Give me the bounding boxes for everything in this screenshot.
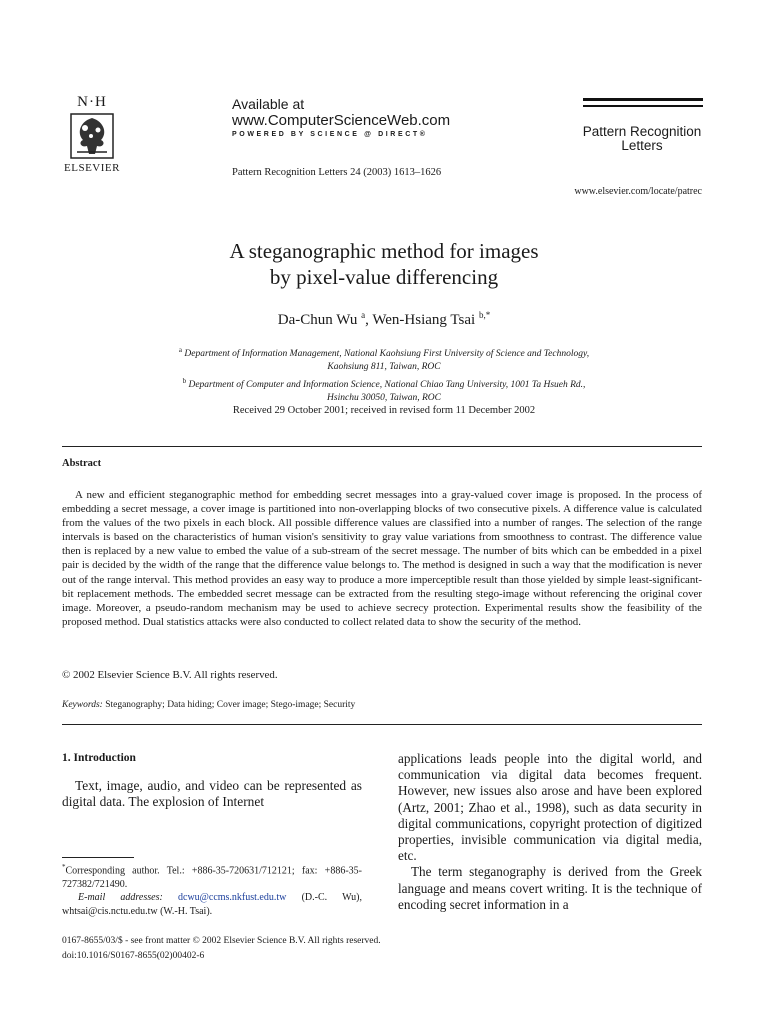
journal-name xyxy=(572,125,712,153)
paper-title xyxy=(0,238,768,290)
title-line2: by pixel-value differencing xyxy=(269,265,499,289)
author-list xyxy=(0,310,768,329)
divider xyxy=(62,724,702,725)
journal-citation: Pattern Recognition Letters 24 (2003) 1613–1626 xyxy=(232,167,442,178)
left-column xyxy=(62,752,362,810)
available-label: Available at xyxy=(232,96,305,112)
keywords-list: Steganography; Data hiding; Cover image; Stego-image; Security xyxy=(102,700,356,710)
author-separator: , xyxy=(365,312,373,328)
footnote-rule xyxy=(62,857,134,858)
email-label: E-mail addresses: xyxy=(78,892,163,904)
footnote-mark: * xyxy=(62,863,66,871)
intro-paragraph: The term steganography is derived from the Greek language and means covert writing. It is the technique of encoding secret information in a xyxy=(398,864,702,912)
journal-rule xyxy=(583,98,703,101)
email-link[interactable]: dcwu@ccms.nkfust.edu.tw xyxy=(178,892,287,904)
journal-rule xyxy=(583,105,703,107)
author-name: Wen-Hsiang Tsai xyxy=(372,312,476,328)
availability-banner xyxy=(232,96,450,138)
affiliation-mark: a xyxy=(178,346,183,354)
affiliation-b xyxy=(100,375,668,392)
elsevier-tree-icon xyxy=(69,112,115,160)
right-column xyxy=(398,751,702,913)
affiliation-text: Department of Information Management, National Kaohsiung First University of Science and Technology, xyxy=(184,349,590,360)
email-suffix: (D.-C. Wu), whtsai@cis.nctu.edu.tw (W.-H. Tsai). xyxy=(62,892,362,917)
publication-info xyxy=(62,934,381,963)
intro-paragraph: applications leads people into the digital world, and communication via digital data becomes frequent. However, new issues also arose and have been explored (Artz, 2001; Zhao et al., 1998), such as data security in digital communications, copyright protection of digitized properties, invisible communication via digital media, etc. xyxy=(398,751,702,864)
keywords-label: Keywords: xyxy=(62,700,103,710)
available-website[interactable]: www.ComputerScienceWeb.com xyxy=(232,112,451,129)
divider xyxy=(62,446,702,447)
keywords xyxy=(62,700,355,710)
journal-name-line1: Pattern Recognition xyxy=(582,124,702,139)
affiliations xyxy=(100,344,668,405)
corresponding-author-note xyxy=(62,861,362,891)
author-affiliation-mark: b,* xyxy=(478,310,491,320)
abstract-body: A new and efficient steganographic method for embedding secret messages into a gray-valued cover image is proposed. In the process of embedding a secret message, a cover image is partitioned into non-overlapping blocks of two consecutive pixels. A difference value is calculated from the values of the two pixels in each block. All possible difference values are classified into a number of ranges. The selection of the range intervals is based on the characteristics of human vision's sensitivity to gray value variations from smoothness to contrast. The difference value then is replaced by a new value to embed the value of a sub-stream of the secret message. The number of bits which can be embedded in a pixel pair is decided by the width of the range that the difference value belongs to. The method is designed in such a way that the modification is never out of the range interval. This method provides an easy way to produce a more imperceptible result than those yielded by simple least-significant-bit replacement methods. The embedded secret message can be extracted from the resulting stego-image without referencing the original cover image. Moreover, a pseudo-random mechanism may be used to achieve secrecy protection. Experimental results show the feasibility of the proposed method. Dual statistics attacks were also conducted to collect related data to show the security of the method. xyxy=(62,489,702,628)
email-note xyxy=(62,891,362,918)
footnotes xyxy=(62,861,362,918)
received-dates: Received 29 October 2001; received in revised form 11 December 2002 xyxy=(232,405,536,416)
author-name: Da-Chun Wu xyxy=(277,312,358,328)
publisher-name: ELSEVIER xyxy=(64,162,120,174)
title-line1: A steganographic method for images xyxy=(229,239,539,263)
issn-line: 0167-8655/03/$ - see front matter © 2002 Elsevier Science B.V. All rights reserved. xyxy=(62,936,381,946)
affiliation-a xyxy=(100,344,668,361)
journal-url[interactable]: www.elsevier.com/locate/patrec xyxy=(574,186,702,197)
affiliation-b-city: Hsinchu 30050, Taiwan, ROC xyxy=(327,392,441,403)
author-affiliation-mark: a xyxy=(361,310,366,320)
intro-paragraph: Text, image, audio, and video can be represented as digital data. The explosion of Internet xyxy=(62,778,362,810)
doi-line: doi:10.1016/S0167-8655(02)00402-6 xyxy=(62,950,205,961)
powered-by-line: POWERED BY SCIENCE @ DIRECT® xyxy=(232,131,428,138)
affiliation-text: Department of Computer and Information Science, National Chiao Tang University, 1001 Ta Hsueh Rd., xyxy=(188,379,586,390)
section-heading: 1. Introduction xyxy=(62,752,136,764)
abstract-heading: Abstract xyxy=(62,458,102,469)
corresponding-text: Corresponding author. Tel.: +886-35-720631/712121; fax: +886-35-727382/721490. xyxy=(62,865,362,890)
journal-name-line2: Letters xyxy=(621,138,663,153)
copyright-line: © 2002 Elsevier Science B.V. All rights reserved. xyxy=(62,669,278,681)
publisher-mark: N·H xyxy=(77,94,107,110)
affiliation-a-city: Kaohsiung 811, Taiwan, ROC xyxy=(327,362,441,373)
affiliation-mark: b xyxy=(182,376,187,385)
publisher-logo xyxy=(52,94,132,174)
